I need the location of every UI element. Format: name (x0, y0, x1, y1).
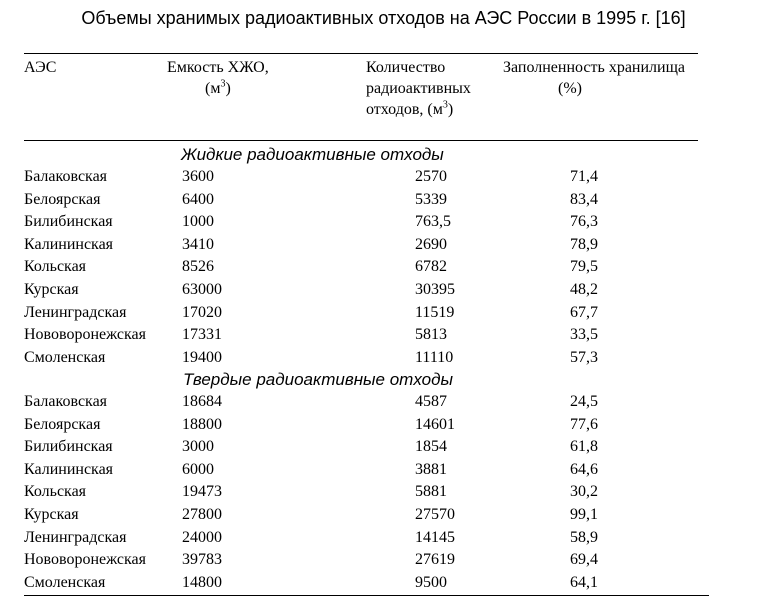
table-row (0, 347, 767, 370)
capacity-value: 3410 (182, 235, 214, 253)
fill-value: 78,9 (570, 235, 598, 253)
station-name: Курская (24, 280, 79, 298)
station-name: Балаковская (24, 168, 108, 185)
fill-value: 48,2 (570, 280, 598, 298)
liquid-rows (0, 166, 767, 369)
amount-value: 5813 (415, 326, 447, 344)
station-name: Калининская (24, 235, 114, 253)
station-name: Билибинская (24, 213, 113, 231)
fill-value: 64,1 (570, 573, 598, 591)
header-amount-line2: радиоактивных (366, 80, 471, 97)
table-row (0, 256, 767, 279)
table-row (0, 414, 767, 437)
amount-value: 14145 (415, 528, 455, 546)
fill-value: 61,8 (570, 438, 598, 456)
capacity-value: 3000 (182, 438, 214, 456)
header-capacity-line2: $(м^3)$ (205, 78, 231, 97)
capacity-value: 6000 (182, 460, 214, 478)
amount-value: 5339 (415, 190, 447, 208)
table-row (0, 504, 767, 527)
station-name: Кольская (24, 258, 87, 276)
capacity-value: 18684 (182, 393, 222, 410)
capacity-value: 17020 (182, 303, 222, 321)
capacity-value: 8526 (182, 258, 214, 276)
header-amount-line3: отходов, $(м^3)$ (366, 99, 454, 118)
fill-value: 71,4 (570, 168, 598, 185)
station-name: Смоленская (24, 573, 106, 591)
capacity-value: 27800 (182, 505, 222, 523)
table-row (0, 549, 767, 572)
station-name: Калининская (24, 460, 114, 478)
amount-value: 1854 (415, 438, 447, 456)
table-row (0, 436, 767, 459)
station-name: Белоярская (24, 190, 101, 208)
fill-value: 79,5 (570, 258, 598, 276)
capacity-value: 39783 (182, 551, 222, 569)
fill-value: 99,1 (570, 505, 598, 523)
amount-value: 5881 (415, 483, 447, 501)
fill-value: 77,6 (570, 415, 598, 433)
header-amount-line1: Количество (366, 59, 446, 76)
top-rule (24, 53, 698, 54)
fill-value: 76,3 (570, 213, 598, 231)
station-name: Нововоронежская (24, 326, 146, 344)
header-rule (24, 140, 698, 141)
amount-value: 763,5 (415, 213, 451, 231)
amount-value: 11519 (415, 303, 455, 321)
station-name: Ленинградская (24, 528, 127, 546)
station-name: Ленинградская (24, 303, 127, 321)
capacity-value: 17331 (182, 326, 222, 344)
table-row (0, 324, 767, 347)
station-name: Кольская (24, 483, 87, 501)
bottom-rule (24, 595, 709, 596)
station-name: Смоленская (24, 348, 106, 366)
amount-value: 3881 (415, 460, 447, 478)
table-row (0, 302, 767, 325)
station-name: Билибинская (24, 438, 113, 456)
amount-value: 27570 (415, 505, 455, 523)
table-row (0, 279, 767, 302)
amount-value: 2690 (415, 235, 447, 253)
table-row (0, 527, 767, 550)
table-row (0, 189, 767, 212)
station-name: Нововоронежская (24, 551, 146, 569)
amount-value: 14601 (415, 415, 455, 433)
section-title-liquid: Жидкие радиоактивные отходы (181, 145, 444, 164)
capacity-value: 3600 (182, 168, 214, 185)
capacity-value: 1000 (182, 213, 214, 231)
table-row (0, 234, 767, 257)
fill-value: 69,4 (570, 551, 598, 569)
amount-value: 9500 (415, 573, 447, 591)
station-name: Курская (24, 505, 79, 523)
fill-value: 24,5 (570, 393, 598, 410)
header-amount (366, 57, 471, 120)
table-row (0, 572, 767, 595)
station-name: Балаковская (24, 393, 108, 410)
fill-value: 58,9 (570, 528, 598, 546)
table-row (0, 481, 767, 504)
header-fill-line1: Заполненность хранилища (503, 59, 686, 76)
header-station-label: АЭС (24, 59, 57, 76)
table-row (0, 166, 767, 189)
header-fill-line2: (%) (558, 80, 582, 97)
amount-value: 6782 (415, 258, 447, 276)
fill-value: 33,5 (570, 326, 598, 344)
capacity-value: 63000 (182, 280, 222, 298)
table-row (0, 391, 767, 414)
header-station (24, 57, 56, 78)
fill-value: 64,6 (570, 460, 598, 478)
header-fill (503, 57, 685, 99)
table-row (0, 211, 767, 234)
table-title: Объемы хранимых радиоактивных отходов на АЭС России в 1995 г. [16] (81, 8, 686, 28)
capacity-value: 6400 (182, 190, 214, 208)
amount-value: 30395 (415, 280, 455, 298)
amount-value: 27619 (415, 551, 455, 569)
fill-value: 83,4 (570, 190, 598, 208)
header-capacity-line1: Емкость ХЖО, (167, 59, 269, 76)
amount-value: 11110 (415, 348, 454, 366)
fill-value: 30,2 (570, 483, 598, 501)
amount-value: 2570 (415, 168, 447, 185)
capacity-value: 14800 (182, 573, 222, 591)
capacity-value: 24000 (182, 528, 222, 546)
capacity-value: 18800 (182, 415, 222, 433)
fill-value: 67,7 (570, 303, 598, 321)
solid-rows (0, 391, 767, 594)
header-capacity (167, 57, 269, 99)
station-name: Белоярская (24, 415, 101, 433)
amount-value: 4587 (415, 393, 447, 410)
fill-value: 57,3 (570, 348, 598, 366)
capacity-value: 19473 (182, 483, 222, 501)
table-row (0, 459, 767, 482)
capacity-value: 19400 (182, 348, 222, 366)
section-title-solid: Твердые радиоактивные отходы (183, 370, 454, 389)
